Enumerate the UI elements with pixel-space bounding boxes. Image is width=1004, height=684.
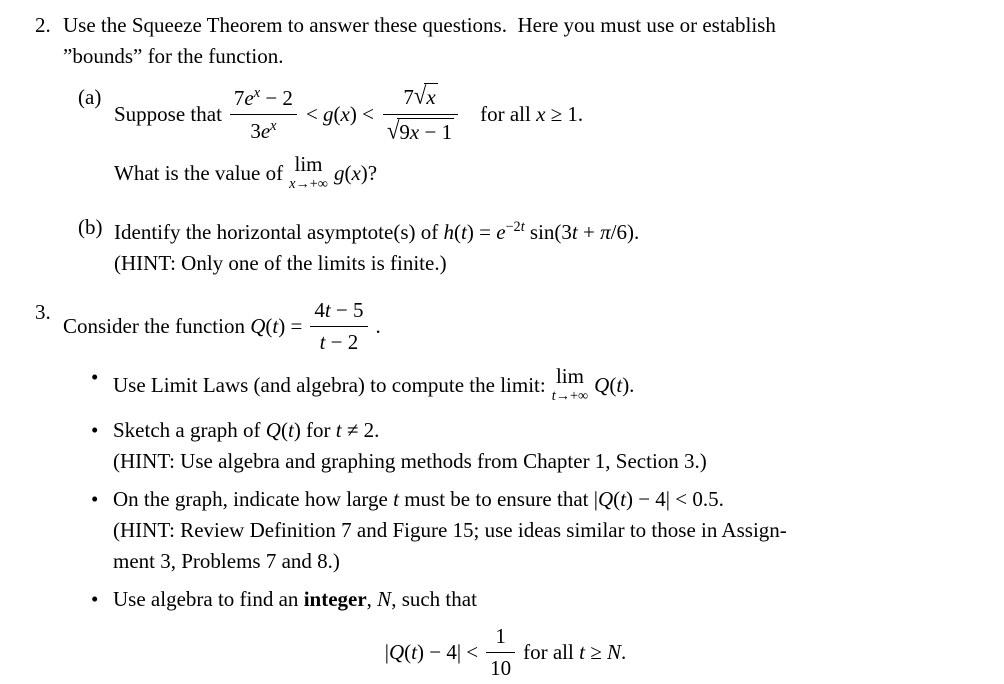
- bullet-indicate-t: [91, 484, 976, 577]
- lim-subscript: t→+∞: [551, 388, 589, 404]
- problem-2a: [78, 82, 976, 196]
- squeeze-inequality: [114, 82, 976, 146]
- bullet-find-integer-text: Use algebra to find an integer, N, such that: [113, 587, 477, 611]
- problem-2a-body: [114, 82, 976, 196]
- bullet-indicate-t-hint-line-2: ment 3, Problems 7 and 8.): [113, 549, 340, 573]
- suppose-that-text: Suppose that: [114, 101, 222, 126]
- question-lead-text: What is the value of: [114, 160, 284, 185]
- inequality-relation: < g(x) <: [305, 101, 374, 126]
- limit-argument: Q(t).: [594, 372, 635, 397]
- problem-2a-label: (a): [78, 85, 102, 109]
- limit-operator: [289, 154, 328, 192]
- bullet-icon: •: [91, 365, 99, 389]
- display-equation: [35, 623, 976, 681]
- radical-icon: √: [413, 82, 427, 110]
- fraction-denominator: $3e^x$: [250, 117, 277, 143]
- equation-right-side: for all t ≥ N.: [523, 639, 627, 664]
- one-tenth-fraction: [486, 624, 515, 679]
- square-root: [386, 116, 454, 144]
- problem-3-bullet-list: [91, 362, 976, 615]
- upper-bound-fraction: [383, 83, 458, 144]
- bullet-sketch-graph-hint: (HINT: Use algebra and graphing methods from Chapter 1, Section 3.): [113, 449, 707, 473]
- fraction-denominator: 10: [490, 655, 512, 680]
- radical-icon: √: [386, 116, 400, 144]
- bullet-limit-laws: [91, 362, 976, 408]
- problem-2b-hint: (HINT: Only one of the limits is finite.): [114, 251, 447, 275]
- bullet-sketch-graph: [91, 415, 976, 477]
- square-root: [413, 82, 438, 110]
- limit-question: [114, 150, 976, 196]
- bullet-indicate-t-text: On the graph, indicate how large t must be to ensure that |Q(t) − 4| < 0.5.: [113, 487, 724, 511]
- for-all-condition: for all x ≥ 1.: [480, 101, 584, 126]
- problem-2-intro-line-1: Use the Squeeze Theorem to answer these questions. Here you must use or establish: [63, 13, 776, 37]
- problem-2-number: 2.: [35, 13, 51, 37]
- problem-2-intro-line-2: ”bounds” for the function.: [63, 44, 284, 68]
- fraction-numerator: 4t − 5: [310, 298, 367, 326]
- fraction-numerator: [383, 83, 458, 114]
- problem-2b: [78, 212, 976, 279]
- fraction-denominator: [383, 115, 458, 145]
- fraction-numerator: 1: [486, 624, 515, 652]
- lower-bound-fraction: [230, 85, 297, 142]
- fraction-denominator: t − 2: [319, 329, 359, 354]
- problem-3: [35, 297, 976, 615]
- problem-3-number: 3.: [35, 300, 51, 324]
- limit-argument: g(x)?: [333, 160, 378, 185]
- radicand: 9x − 1: [399, 119, 453, 144]
- definition-fraction: [310, 298, 367, 353]
- problem-3-body: [63, 297, 976, 615]
- problem-2-body: [63, 10, 976, 279]
- bullet-limit-laws-text: Use Limit Laws (and algebra) to compute the limit:: [113, 372, 546, 397]
- coefficient: 7: [403, 85, 414, 110]
- limit-operator: [552, 366, 588, 404]
- bullet-limit-laws-line: [113, 362, 976, 408]
- radicand: x: [426, 85, 436, 110]
- bullet-indicate-t-hint-line-1: (HINT: Review Definition 7 and Figure 15; use ideas similar to those in Assign-: [113, 518, 787, 542]
- fraction-numerator: $7e^x - 2$: [230, 85, 297, 114]
- problem-2b-body: [114, 212, 976, 279]
- bullet-icon: •: [91, 418, 99, 442]
- bullet-icon: •: [91, 587, 99, 611]
- bullet-icon: •: [91, 487, 99, 511]
- problem-2b-statement: Identify the horizontal asymptote(s) of $h(t) = e^{-2t}$ sin(3t + π/6).: [114, 219, 640, 244]
- function-definition: [63, 297, 976, 355]
- consider-function-text: Consider the function Q(t) =: [63, 313, 303, 338]
- bullet-find-integer: [91, 584, 976, 615]
- problem-2: [35, 10, 976, 279]
- problem-2b-label: (b): [78, 215, 103, 239]
- lim-word: lim: [294, 152, 323, 176]
- bullet-sketch-graph-text: Sketch a graph of Q(t) for t ≠ 2.: [113, 418, 380, 442]
- lim-subscript: x→+∞: [289, 176, 328, 192]
- definition-period: .: [375, 313, 381, 338]
- lim-word: lim: [555, 364, 584, 388]
- equation-left-side: |Q(t) − 4| <: [384, 639, 479, 664]
